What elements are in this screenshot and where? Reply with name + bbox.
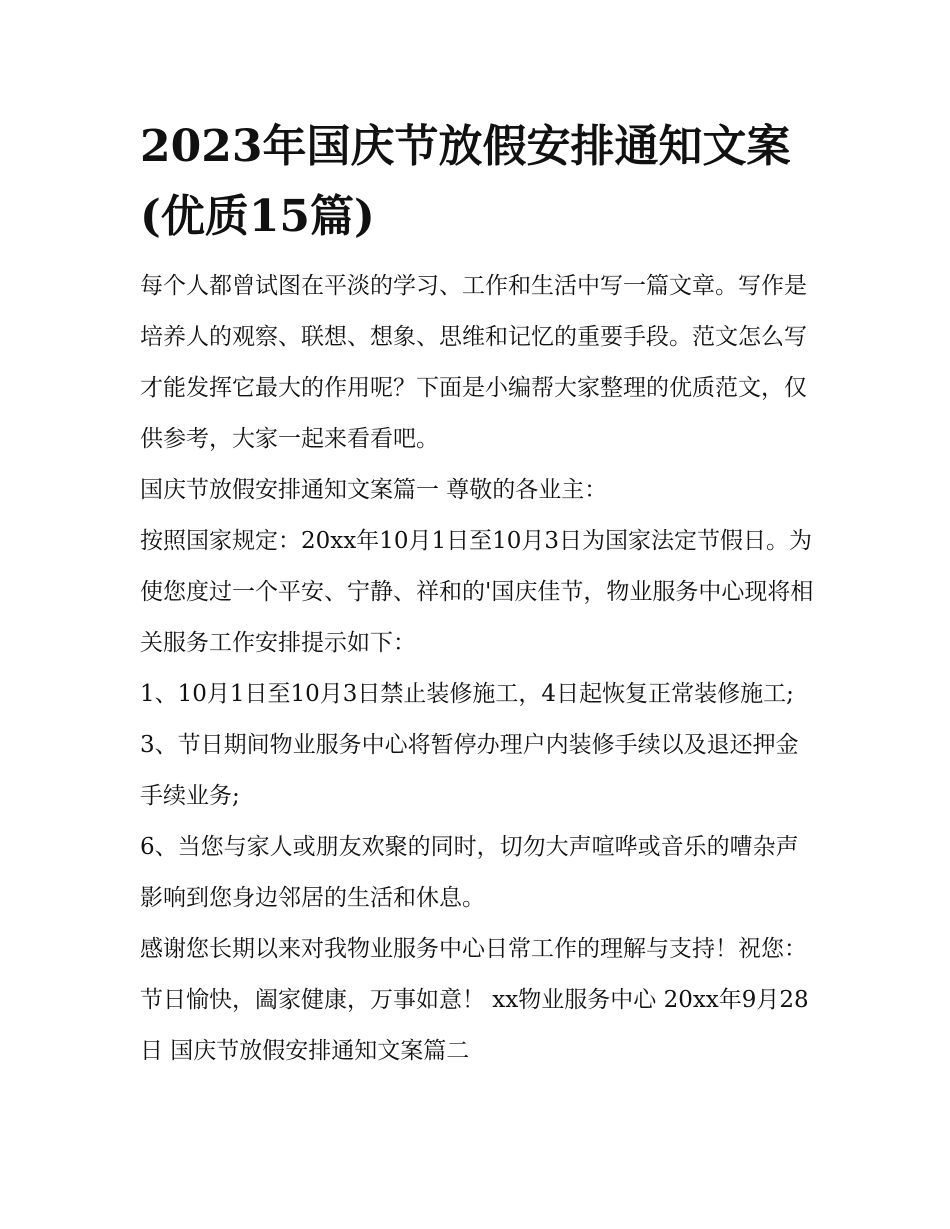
document-title: 2023年国庆节放假安排通知文案(优质15篇) (140, 121, 791, 242)
paragraph-renovation-rules: 1、10月1日至10月3日禁止装修施工，4日起恢复正常装修施工; 3、节日期间物业服务中心将暂停办理户内装修手续以及退还押金手续业务; (140, 681, 799, 809)
document-body (140, 112, 820, 1077)
paragraph-noise-reminder: 6、当您与家人或朋友欢聚的同时，切勿大声喧哗或音乐的嘈杂声影响到您身边邻居的生活和休息。 (140, 834, 799, 911)
paragraph-intro: 每个人都曾试图在平淡的学习、工作和生活中写一篇文章。写作是培养人的观察、联想、想象、思维和记忆的重要手段。范文怎么写才能发挥它最大的作用呢？下面是小编帮大家整理的优质范文，仅供参考，大家一起来看看吧。 (140, 273, 807, 452)
paragraph-holiday-dates: 按照国家规定：20xx年10月1日至10月3日为国家法定节假日。为使您度过一个平安、宁静、祥和的'国庆佳节，物业服务中心现将相关服务工作安排提示如下： (140, 528, 814, 656)
paragraph-section-one-heading: 国庆节放假安排通知文案篇一 尊敬的各业主： (140, 477, 608, 503)
paragraph-closing: 感谢您长期以来对我物业服务中心日常工作的理解与支持！祝您：节日愉快，阖家健康，万事如意！ xx物业服务中心 20xx年9月28日 国庆节放假安排通知文案篇二 (140, 936, 809, 1064)
